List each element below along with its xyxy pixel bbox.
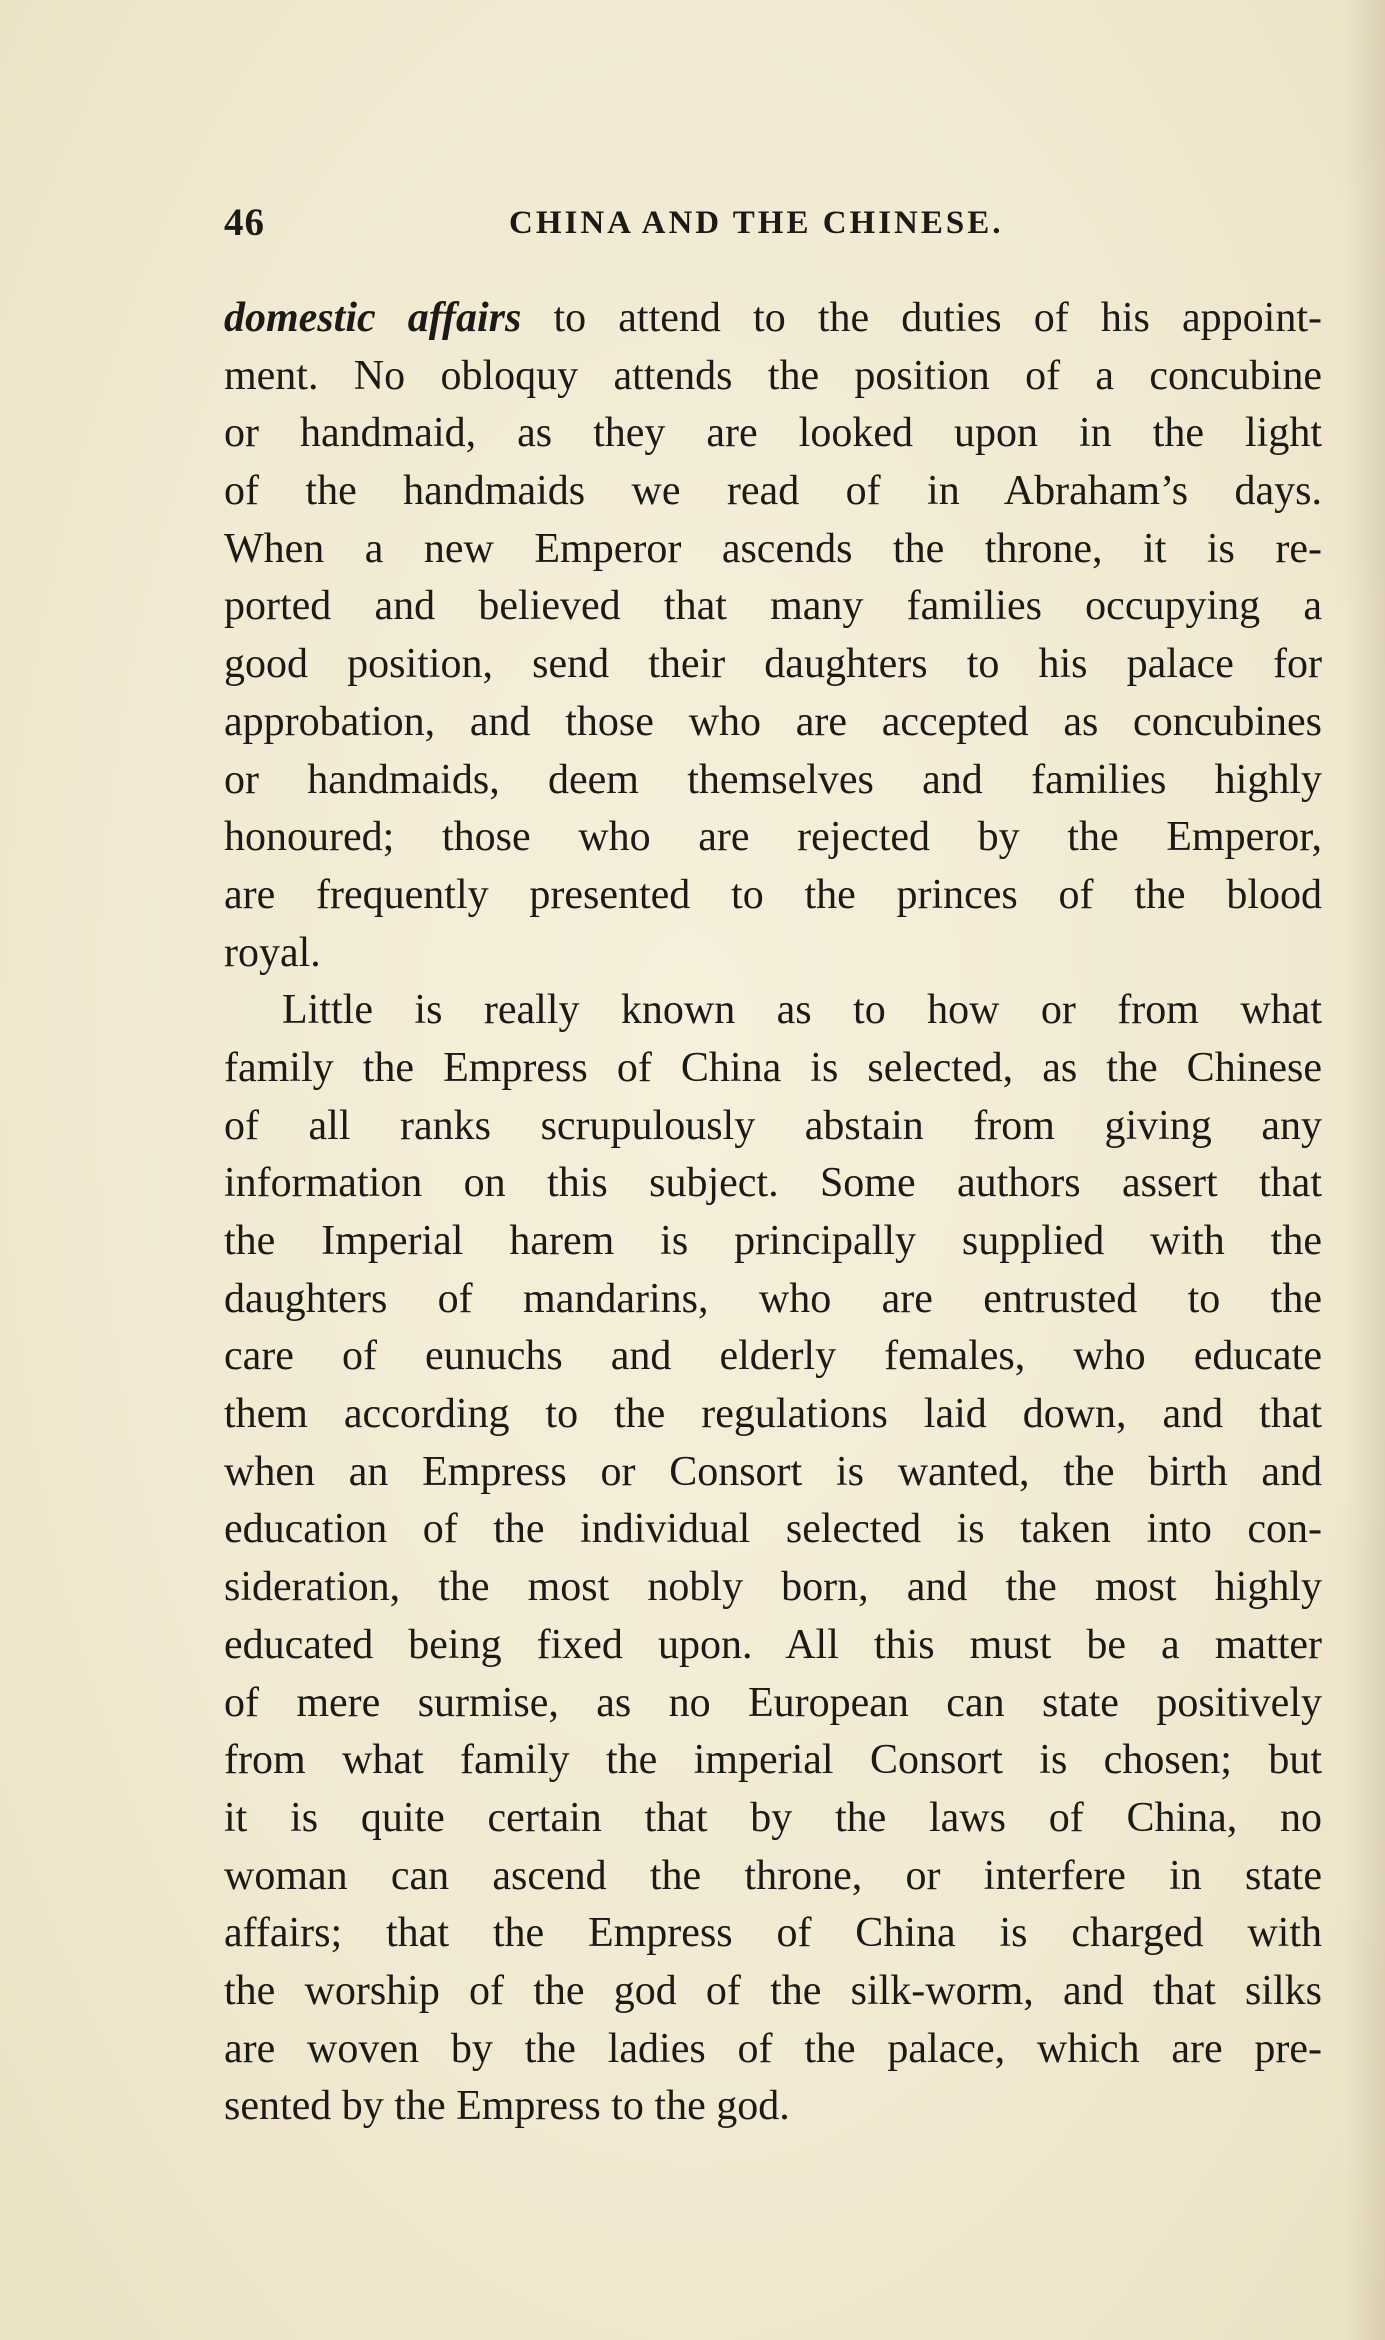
text-line: of the handmaids we read of in Abraham’s days. xyxy=(224,468,1322,515)
text-line: educated being fixed upon. All this must be a matter xyxy=(224,1621,1322,1668)
text-line: good position, send their daughters to his palace for xyxy=(224,641,1322,688)
text-line: education of the individual selected is taken into con- xyxy=(224,1506,1322,1553)
text-line: or handmaids, deem themselves and families highly xyxy=(224,756,1322,803)
text-line: domestic affairs to attend to the duties of his appoint- xyxy=(224,295,1322,341)
page-number: 46 xyxy=(224,201,265,244)
running-title: CHINA AND THE CHINESE. xyxy=(509,205,1004,241)
paragraph-end-line: sented by the Empress to the god. xyxy=(224,2083,790,2130)
body-text xyxy=(224,290,1322,2136)
text-line: affairs; that the Empress of China is charged with xyxy=(224,1910,1322,1957)
text-line: the Imperial harem is principally supplied with the xyxy=(224,1218,1322,1264)
text-line: sideration, the most nobly born, and the most highly xyxy=(224,1564,1322,1611)
text-line: honoured; those who are rejected by the Emperor, xyxy=(224,814,1322,861)
text-line: when an Empress or Consort is wanted, the birth and xyxy=(224,1448,1322,1495)
text-line: family the Empress of China is selected, as the Chinese xyxy=(224,1044,1322,1091)
text-line: them according to the regulations laid down, and that xyxy=(224,1391,1322,1438)
text-line: care of eunuchs and elderly females, who educate xyxy=(224,1333,1322,1380)
text-line: of mere surmise, as no European can state positively xyxy=(224,1679,1322,1726)
text-line: When a new Emperor ascends the throne, it is re- xyxy=(224,525,1322,572)
text-line: it is quite certain that by the laws of China, no xyxy=(224,1794,1322,1841)
running-head xyxy=(224,198,1322,248)
text-line: the worship of the god of the silk-worm, and that silks xyxy=(224,1967,1322,2014)
page-edge-shadow xyxy=(1345,0,1385,2340)
text-line: or handmaid, as they are looked upon in the light xyxy=(224,410,1322,457)
text-line: are frequently presented to the princes of the blood xyxy=(224,871,1322,918)
text-line: approbation, and those who are accepted as concubines xyxy=(224,698,1322,745)
text-line: information on this subject. Some authors assert that xyxy=(224,1160,1322,1207)
text-line: are woven by the ladies of the palace, which are pre- xyxy=(224,2025,1322,2072)
text-line: ported and believed that many families occupying a xyxy=(224,583,1322,630)
paragraph-start-line: Little is really known as to how or from what xyxy=(282,987,1322,1034)
text-line: woman can ascend the throne, or interfere in state xyxy=(224,1852,1322,1899)
text-line: of all ranks scrupulously abstain from giving any xyxy=(224,1102,1322,1149)
text-line: daughters of mandarins, who are entrusted to the xyxy=(224,1275,1322,1322)
paragraph-end-line: royal. xyxy=(224,929,321,976)
text-line: ment. No obloquy attends the position of a concubine xyxy=(224,352,1322,399)
text-line: from what family the imperial Consort is chosen; but xyxy=(224,1737,1322,1784)
italic-phrase: domestic affairs xyxy=(224,295,522,341)
